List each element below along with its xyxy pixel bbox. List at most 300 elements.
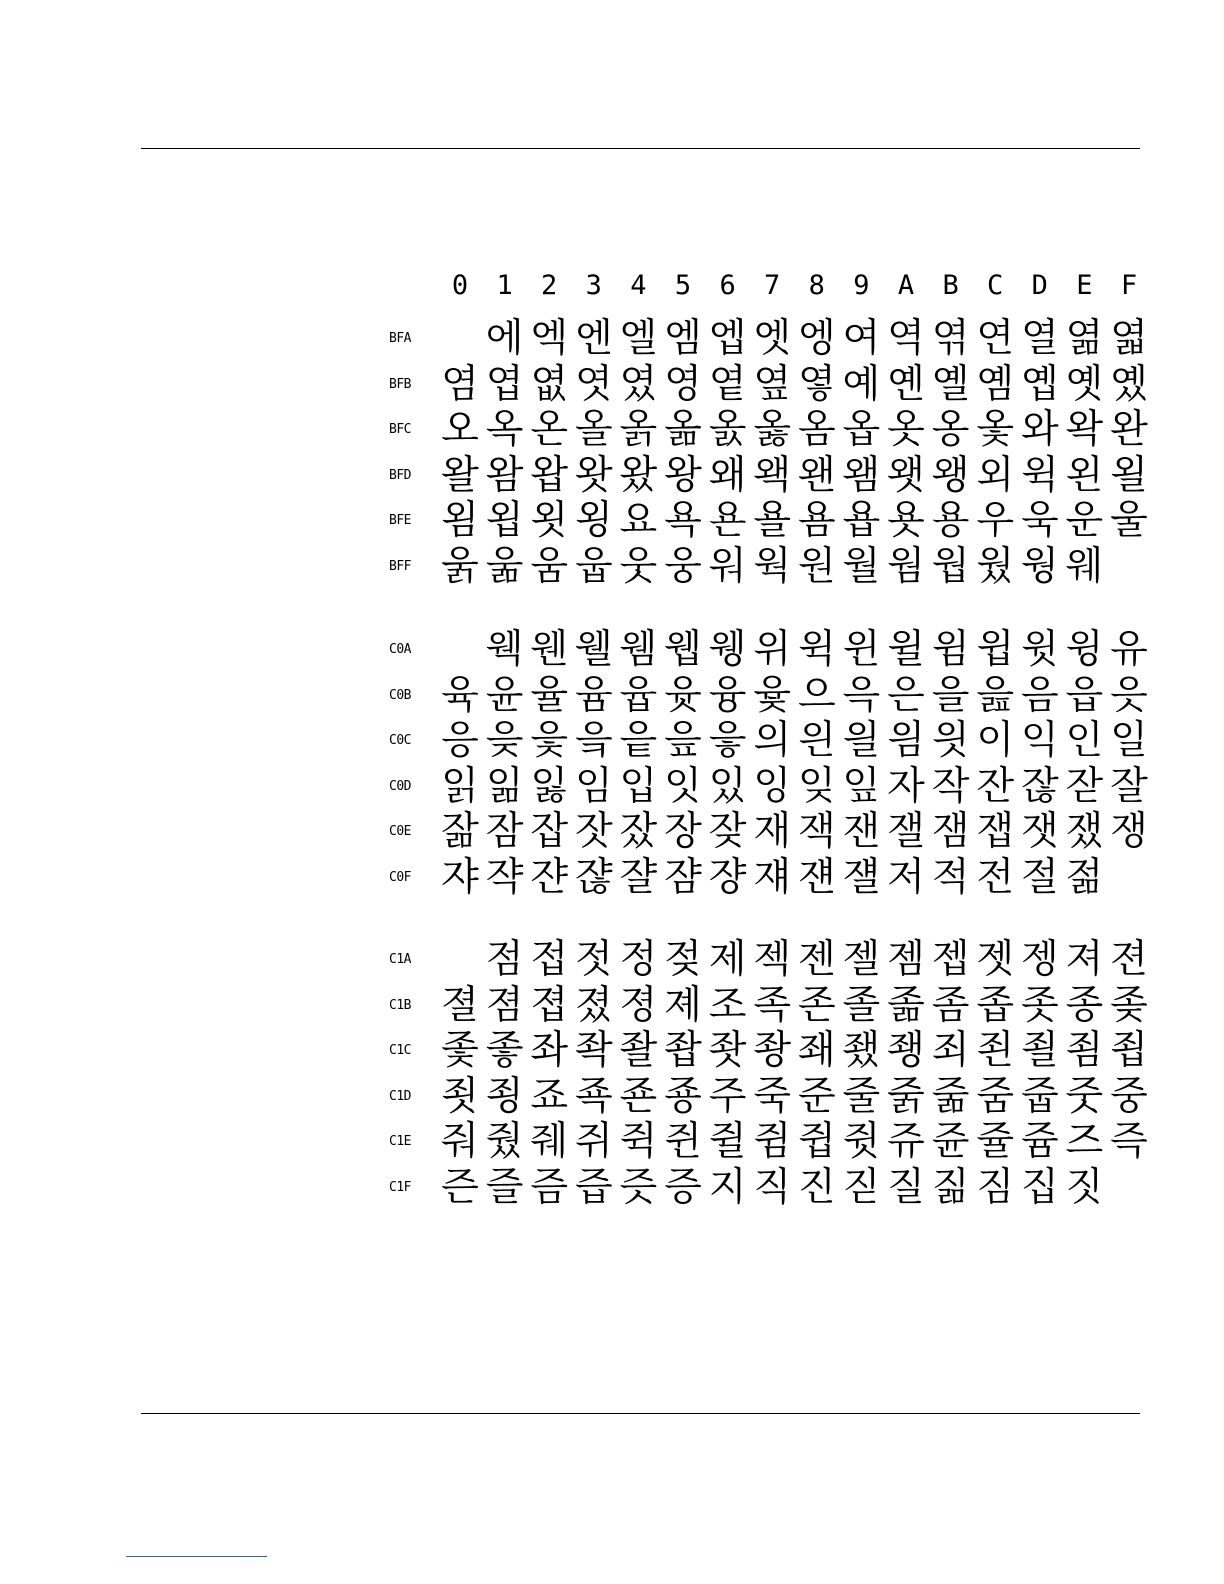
column-header: 4 <box>630 270 647 301</box>
character-cell: 웜 <box>887 544 925 589</box>
character-cell: 젤 <box>842 937 881 982</box>
character-cell: 엔 <box>574 316 613 361</box>
character-cell: 잡 <box>530 809 569 855</box>
character-cell: 쥠 <box>753 1119 792 1165</box>
character-cell: 유 <box>1110 627 1148 672</box>
character-cell: 읔 <box>574 718 613 764</box>
character-cell: 죕 <box>1110 1028 1148 1074</box>
character-cell: 죙 <box>485 1073 524 1119</box>
character-cell: 잚 <box>441 809 479 855</box>
character-cell: 임 <box>574 763 613 809</box>
character-cell: 쟨 <box>797 855 836 900</box>
character-cell: 웍 <box>753 544 792 589</box>
character-cell: 일 <box>1110 718 1148 764</box>
character-cell: 젊 <box>1065 855 1104 900</box>
character-cell: 쥘 <box>708 1119 747 1165</box>
character-cell: 죡 <box>574 1073 613 1119</box>
character-cell: 잗 <box>1065 763 1104 809</box>
table-row <box>0 362 1224 408</box>
character-cell: 옴 <box>797 407 836 453</box>
character-cell: 잴 <box>887 809 925 855</box>
character-cell: 옻 <box>976 407 1015 453</box>
character-cell: 욕 <box>664 498 702 544</box>
character-cell: 죵 <box>664 1073 702 1119</box>
character-cell: 전 <box>976 855 1015 900</box>
character-cell: 잠 <box>485 809 524 855</box>
column-header: F <box>1120 270 1138 301</box>
character-cell: 지 <box>708 1165 747 1210</box>
character-cell: 에 <box>485 316 524 361</box>
character-cell: 욤 <box>797 498 836 544</box>
column-header: D <box>1031 270 1048 301</box>
character-cell: 죗 <box>441 1073 479 1119</box>
character-cell: 죤 <box>619 1073 658 1119</box>
character-cell: 쟌 <box>530 855 569 900</box>
character-cell: 왯 <box>887 452 925 498</box>
character-cell: 죔 <box>1065 1028 1104 1074</box>
character-cell: 열 <box>1020 316 1059 361</box>
table-row <box>0 937 1224 983</box>
character-cell: 읒 <box>485 718 524 764</box>
character-cell: 중 <box>1110 1073 1148 1119</box>
character-cell: 져 <box>1065 937 1104 982</box>
character-cell: 온 <box>530 407 569 453</box>
character-cell: 왬 <box>842 452 881 498</box>
character-cell: 융 <box>708 672 747 718</box>
character-cell: 욥 <box>842 498 881 544</box>
character-cell: 원 <box>797 544 836 589</box>
character-cell: 읠 <box>842 718 881 764</box>
character-cell: 짇 <box>842 1165 881 1210</box>
character-cell: 잔 <box>976 763 1015 809</box>
footer-link-underline[interactable] <box>126 1556 267 1557</box>
character-cell: 였 <box>619 361 658 407</box>
character-cell: 역 <box>887 316 925 361</box>
character-cell: 쟉 <box>485 855 524 900</box>
row-code-label: C0B <box>389 687 411 703</box>
column-header: C <box>987 270 1004 301</box>
character-cell: 잘 <box>1110 763 1148 809</box>
character-cell: 윳 <box>664 672 702 718</box>
character-cell: 좃 <box>1020 982 1059 1028</box>
character-cell: 죈 <box>976 1028 1015 1074</box>
character-cell: 옜 <box>1110 361 1148 407</box>
character-cell: 옇 <box>797 361 836 407</box>
character-cell: 줌 <box>976 1073 1015 1119</box>
character-cell: 윈 <box>842 627 881 672</box>
character-cell: 왔 <box>619 452 658 498</box>
character-cell: 염 <box>441 361 479 407</box>
character-cell: 위 <box>753 627 792 672</box>
row-code-label: BFD <box>389 467 411 483</box>
table-row <box>0 498 1224 544</box>
character-cell: 잇 <box>664 763 702 809</box>
character-cell: 잃 <box>530 763 569 809</box>
character-cell: 줍 <box>1020 1073 1059 1119</box>
column-header: 0 <box>451 270 469 301</box>
character-cell: 옛 <box>1065 361 1104 407</box>
character-cell: 줬 <box>485 1119 524 1165</box>
character-cell: 잊 <box>797 763 836 809</box>
character-cell: 좟 <box>708 1028 747 1074</box>
character-cell: 있 <box>708 763 747 809</box>
character-cell: 연 <box>976 316 1015 361</box>
character-cell: 욘 <box>708 498 747 544</box>
character-cell: 옥 <box>485 407 524 453</box>
character-cell: 잤 <box>619 809 658 855</box>
character-cell: 젬 <box>887 937 925 982</box>
character-cell: 쥔 <box>664 1119 702 1165</box>
character-cell: 좽 <box>887 1028 925 1074</box>
character-cell: 좼 <box>842 1028 881 1074</box>
character-cell: 움 <box>530 544 569 589</box>
character-cell: 욈 <box>441 498 479 544</box>
character-cell: 주 <box>708 1073 747 1119</box>
character-cell: 잽 <box>976 809 1015 855</box>
character-cell: 쥬 <box>887 1119 925 1165</box>
character-cell: 올 <box>574 407 613 453</box>
character-cell: 욜 <box>753 498 792 544</box>
row-code-label: C1D <box>389 1088 411 1104</box>
character-cell: 좁 <box>976 982 1015 1028</box>
character-cell: 준 <box>797 1073 836 1119</box>
row-code-label: BFE <box>389 513 411 529</box>
character-cell: 젱 <box>1020 937 1059 982</box>
character-cell: 쟎 <box>574 855 613 900</box>
character-cell: 졀 <box>441 982 479 1028</box>
column-header: 6 <box>719 270 736 301</box>
character-cell <box>1107 855 1151 901</box>
character-cell: 웝 <box>931 544 970 589</box>
table-row <box>0 316 1224 362</box>
character-cell <box>438 627 482 673</box>
character-cell: 우 <box>976 498 1015 544</box>
character-cell: 즉 <box>1110 1119 1148 1165</box>
character-cell: 왐 <box>485 452 524 498</box>
character-cell: 엑 <box>530 316 569 361</box>
row-code-label: C0A <box>389 642 411 657</box>
character-cell: 읫 <box>931 718 970 764</box>
character-cell: 젭 <box>931 937 970 982</box>
character-cell: 작 <box>931 763 970 809</box>
table-row <box>0 809 1224 855</box>
character-cell: 장 <box>664 809 702 855</box>
character-cell: 저 <box>887 855 925 900</box>
character-cell: 젓 <box>574 937 613 982</box>
character-cell: 엥 <box>797 316 836 361</box>
character-cell: 외 <box>976 452 1015 498</box>
character-cell: 요 <box>619 498 658 544</box>
character-cell: 왜 <box>708 452 747 498</box>
character-cell: 왠 <box>797 452 836 498</box>
character-cell: 욧 <box>887 498 925 544</box>
character-cell: 읽 <box>441 763 479 809</box>
character-cell: 줘 <box>441 1119 479 1165</box>
character-cell: 옰 <box>708 407 747 453</box>
character-cell: 음 <box>1020 672 1059 718</box>
character-cell: 읾 <box>485 763 524 809</box>
table-row <box>0 453 1224 499</box>
character-cell: 쥡 <box>797 1119 836 1165</box>
character-cell: 줅 <box>887 1073 925 1119</box>
character-cell: 웩 <box>485 627 524 672</box>
row-code-label: C1C <box>389 1043 411 1059</box>
character-cell: 웨 <box>1065 544 1104 589</box>
character-cell: 절 <box>1020 855 1059 900</box>
character-cell: 윽 <box>842 672 881 718</box>
character-cell: 이 <box>976 718 1015 764</box>
character-cell: 잎 <box>842 763 881 809</box>
table-row <box>0 855 1224 901</box>
character-cell: 왕 <box>664 452 702 498</box>
character-cell: 젠 <box>797 937 836 982</box>
column-header: 5 <box>674 270 692 301</box>
character-cell: 쥣 <box>842 1119 881 1165</box>
table-row <box>0 764 1224 810</box>
character-cell: 줴 <box>530 1119 569 1165</box>
character-cell: 웃 <box>619 544 658 589</box>
character-cell: 읏 <box>1110 672 1148 718</box>
character-cell: 옆 <box>753 361 792 407</box>
character-cell: 웠 <box>976 544 1015 589</box>
character-cell <box>438 316 482 362</box>
character-cell: 죠 <box>530 1073 569 1119</box>
character-cell: 월 <box>842 544 881 589</box>
character-cell: 정 <box>619 937 658 982</box>
character-cell: 운 <box>1065 498 1104 544</box>
character-cell: 완 <box>1110 407 1148 453</box>
character-cell: 좝 <box>664 1028 702 1074</box>
table-row <box>0 673 1224 719</box>
table-row <box>0 1028 1224 1074</box>
character-cell: 엡 <box>708 316 747 361</box>
character-cell: 옐 <box>931 361 970 407</box>
column-header: A <box>897 270 915 301</box>
character-cell: 졈 <box>485 982 524 1028</box>
character-cell: 예 <box>842 361 881 407</box>
character-cell <box>1107 1165 1151 1211</box>
character-cell: 옌 <box>887 361 925 407</box>
character-cell: 엽 <box>485 361 524 407</box>
character-cell: 즙 <box>574 1165 613 1210</box>
table-row <box>0 718 1224 764</box>
character-cell: 졺 <box>887 982 925 1028</box>
character-cell: 쥼 <box>1020 1119 1059 1165</box>
character-cell: 윗 <box>1020 627 1059 672</box>
character-cell: 잉 <box>753 763 792 809</box>
character-cell: 줆 <box>931 1073 970 1119</box>
character-cell: 젝 <box>753 937 792 982</box>
row-code-label: BFC <box>389 422 411 438</box>
character-cell: 옅 <box>708 361 747 407</box>
character-cell: 즛 <box>619 1165 658 1210</box>
character-cell: 익 <box>1020 718 1059 764</box>
character-cell: 옷 <box>887 407 925 453</box>
character-cell: 윱 <box>619 672 658 718</box>
character-cell: 웰 <box>574 627 613 672</box>
character-cell: 쥴 <box>976 1119 1015 1165</box>
character-cell <box>1107 544 1151 590</box>
character-cell: 존 <box>797 982 836 1028</box>
character-cell: 욱 <box>1020 498 1059 544</box>
character-cell: 조 <box>708 982 747 1028</box>
row-code-label: C0E <box>389 824 411 840</box>
column-header: 1 <box>496 270 513 301</box>
character-cell: 종 <box>1065 982 1104 1028</box>
character-cell: 제 <box>708 937 747 982</box>
character-cell: 짓 <box>1065 1165 1104 1210</box>
character-cell: 점 <box>485 937 524 982</box>
row-code-label: C1F <box>389 1180 411 1195</box>
character-cell: 인 <box>1065 718 1104 764</box>
character-cell: 은 <box>887 672 925 718</box>
character-cell: 짐 <box>976 1165 1015 1210</box>
row-code-label: BFF <box>389 559 411 574</box>
column-header: E <box>1076 270 1093 301</box>
character-cell: 즘 <box>530 1165 569 1210</box>
character-cell: 웬 <box>530 627 569 672</box>
character-cell: 읊 <box>976 672 1015 718</box>
character-cell: 젖 <box>664 937 702 982</box>
character-cell: 죽 <box>753 1073 792 1119</box>
character-cell: 접 <box>530 937 569 982</box>
character-cell: 직 <box>753 1165 792 1210</box>
character-cell: 엘 <box>619 316 658 361</box>
character-cell: 웁 <box>574 544 613 589</box>
character-cell: 옭 <box>619 407 658 453</box>
character-cell: 쥰 <box>931 1119 970 1165</box>
character-cell: 욉 <box>485 498 524 544</box>
character-cell: 욺 <box>485 544 524 589</box>
character-cell: 욍 <box>574 498 613 544</box>
row-code-label: C0C <box>389 733 411 749</box>
table-row <box>0 544 1224 590</box>
character-cell: 읗 <box>708 718 747 764</box>
character-cell: 졌 <box>574 982 613 1028</box>
character-cell: 욹 <box>441 544 479 589</box>
character-cell: 웡 <box>1020 544 1059 589</box>
character-cell: 윅 <box>1020 452 1059 498</box>
row-code-label: BFA <box>389 331 411 346</box>
character-cell: 왝 <box>753 452 792 498</box>
character-cell: 와 <box>1020 407 1059 453</box>
character-cell: 즈 <box>1065 1119 1104 1165</box>
character-cell: 읓 <box>530 718 569 764</box>
character-cell: 쟝 <box>708 855 747 900</box>
character-cell: 웽 <box>708 627 747 672</box>
character-cell: 좨 <box>797 1028 836 1074</box>
character-cell: 쟀 <box>1065 809 1104 855</box>
character-cell: 욋 <box>530 498 569 544</box>
character-cell: 왱 <box>931 452 970 498</box>
character-cell: 읖 <box>664 718 702 764</box>
character-cell: 왁 <box>1065 407 1104 453</box>
character-cell: 즌 <box>441 1165 479 1210</box>
character-cell: 윷 <box>753 672 792 718</box>
character-cell: 엾 <box>530 361 569 407</box>
column-header: 3 <box>585 270 602 301</box>
character-cell: 졍 <box>619 982 658 1028</box>
row-code-label: C1E <box>389 1134 411 1150</box>
character-cell: 좌 <box>530 1028 569 1074</box>
character-cell: 윔 <box>931 627 970 672</box>
character-cell: 졉 <box>530 982 569 1028</box>
column-header: 8 <box>808 270 825 301</box>
character-cell: 왈 <box>441 452 479 498</box>
character-cell: 죌 <box>1020 1028 1059 1074</box>
character-cell: 자 <box>887 763 925 809</box>
character-cell: 좆 <box>1110 982 1148 1028</box>
character-cell: 읨 <box>887 718 925 764</box>
character-cell <box>438 937 482 983</box>
character-cell: 읜 <box>797 718 836 764</box>
character-cell: 읍 <box>1065 672 1104 718</box>
character-cell: 웹 <box>664 627 702 672</box>
character-cell: 윕 <box>976 627 1015 672</box>
character-cell: 쥐 <box>574 1119 613 1165</box>
character-cell: 적 <box>931 855 970 900</box>
character-cell: 오 <box>441 407 479 453</box>
character-cell: 졔 <box>664 982 702 1028</box>
row-code-label: C1B <box>389 997 411 1013</box>
character-cell: 옮 <box>664 407 702 453</box>
character-cell: 의 <box>753 718 792 764</box>
character-cell: 질 <box>887 1165 925 1210</box>
character-cell: 젯 <box>976 937 1015 982</box>
character-cell: 쟁 <box>1110 809 1148 855</box>
character-cell: 읕 <box>619 718 658 764</box>
character-cell: 졸 <box>842 982 881 1028</box>
character-cell: 쟤 <box>753 855 792 900</box>
character-cell: 줄 <box>842 1073 881 1119</box>
table-row <box>0 407 1224 453</box>
character-cell: 육 <box>441 672 479 718</box>
character-cell: 좍 <box>574 1028 613 1074</box>
character-cell: 잣 <box>574 809 613 855</box>
character-cell: 영 <box>664 361 702 407</box>
character-cell: 엿 <box>574 361 613 407</box>
character-cell: 응 <box>441 718 479 764</box>
character-cell: 윤 <box>485 672 524 718</box>
character-cell: 좀 <box>931 982 970 1028</box>
character-cell: 윰 <box>574 672 613 718</box>
character-cell: 왑 <box>530 452 569 498</box>
character-cell: 옵 <box>842 407 881 453</box>
character-cell: 죄 <box>931 1028 970 1074</box>
row-code-label: C1A <box>389 952 411 967</box>
table-row <box>0 1119 1224 1165</box>
character-cell: 엠 <box>664 316 702 361</box>
character-cell: 짊 <box>931 1165 970 1210</box>
table-row <box>0 627 1224 673</box>
character-cell: 집 <box>1020 1165 1059 1210</box>
character-cell: 좔 <box>619 1028 658 1074</box>
character-cell: 욀 <box>1110 452 1148 498</box>
character-cell: 잼 <box>931 809 970 855</box>
character-cell: 쟬 <box>842 855 881 900</box>
character-cell: 쟘 <box>664 855 702 900</box>
header-rule <box>141 148 1140 149</box>
character-cell: 좡 <box>753 1028 792 1074</box>
character-cell: 증 <box>664 1165 702 1210</box>
character-cell: 잖 <box>1020 763 1059 809</box>
character-cell: 옳 <box>753 407 792 453</box>
table-row <box>0 1074 1224 1120</box>
column-header: 9 <box>853 270 870 301</box>
character-cell: 여 <box>842 316 881 361</box>
character-cell: 쟐 <box>619 855 658 900</box>
table-row <box>0 983 1224 1029</box>
